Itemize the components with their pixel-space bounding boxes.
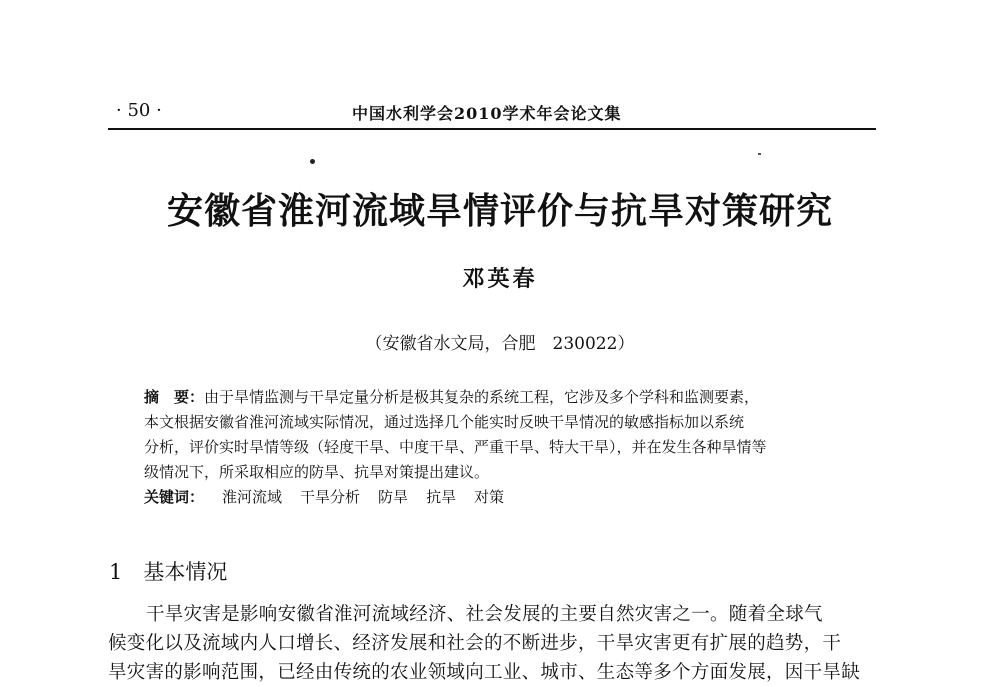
paper-title: 安徽省淮河流域旱情评价与抗旱对策研究 [166, 191, 833, 232]
journal-title: 中国水利学会2010学术年会论文集 [352, 104, 622, 123]
section-heading: 1 基本情况 [109, 560, 228, 584]
keyword: 防旱 [378, 488, 409, 506]
abstract-line: 级情况下，所采取相应的防旱、抗旱对策提出建议。 [144, 463, 490, 481]
author: 邓英春 [462, 266, 538, 292]
keyword: 对策 [474, 488, 505, 506]
body-line: 候变化以及流域内人口增长、经济发展和社会的不断进步，干旱灾害更有扩展的趋势，干 [108, 633, 842, 654]
affiliation: （安徽省水文局，合肥 230022） [365, 334, 635, 354]
keywords-label: 关键词： [144, 488, 205, 506]
body-line: 干旱灾害是影响安徽省淮河流域经济、社会发展的主要自然灾害之一。随着全球气 [146, 604, 823, 625]
header-rule [108, 128, 876, 130]
abstract-line: 本文根据安徽省淮河流域实际情况，通过选择几个能实时反映干旱情况的敏感指标加以系统 [144, 413, 745, 431]
abstract-text: 由于旱情监测与干旱定量分析是极其复杂的系统工程，它涉及多个学科和监测要素， [204, 388, 760, 406]
body-text [108, 600, 878, 687]
page-number: · 50 · [116, 100, 162, 121]
keywords [144, 485, 849, 510]
keyword: 淮河流域 [222, 488, 283, 506]
abstract [144, 385, 849, 510]
abstract-line: 分析，评价实时旱情等级（轻度干旱、中度干旱、严重干旱、特大干旱），并在发生各种旱情等 [144, 438, 767, 456]
dot-mark [310, 159, 315, 164]
abstract-line [144, 385, 849, 410]
keyword: 干旱分析 [300, 488, 361, 506]
body-line: 旱灾害的影响范围，已经由传统的农业领域向工业、城市、生态等多个方面发展，因干旱缺 [108, 662, 861, 683]
scan-speck [758, 153, 761, 155]
keyword: 抗旱 [426, 488, 457, 506]
abstract-label: 摘 要： [144, 388, 205, 406]
